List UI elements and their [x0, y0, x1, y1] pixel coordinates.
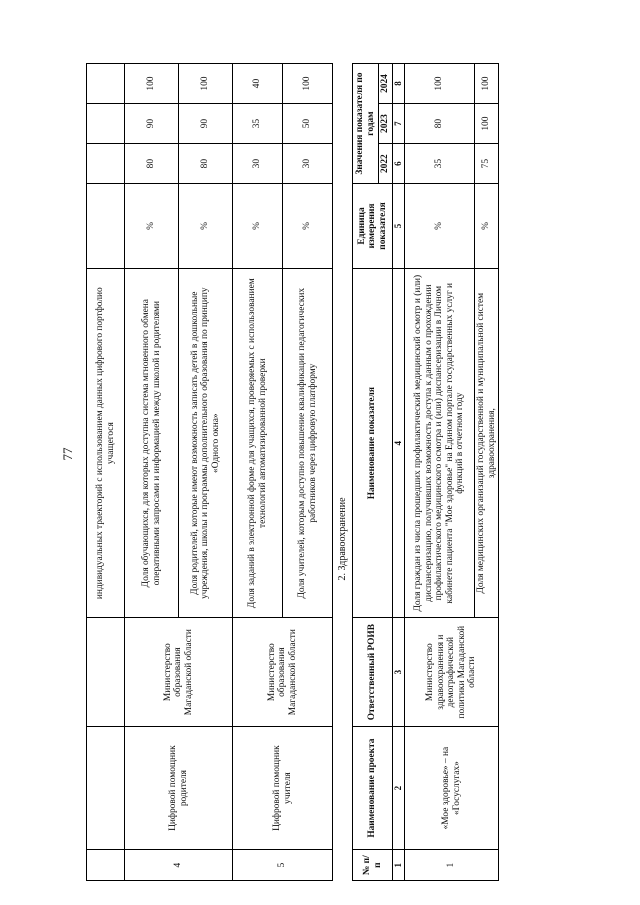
column-index: 2 — [393, 726, 405, 850]
column-index: 3 — [393, 618, 405, 726]
value-2024: 100 — [125, 64, 179, 104]
header-values-group: Значения показателя по годам — [353, 64, 379, 184]
row-number: 1 — [405, 850, 499, 881]
value-2022: 35 — [405, 144, 475, 184]
project-name: Цифровой помощник родителя — [125, 726, 233, 850]
value-2023: 80 — [405, 104, 475, 144]
value-2022: 30 — [283, 144, 333, 184]
row-number: 5 — [233, 850, 333, 881]
indicators-table — [86, 63, 499, 881]
value-2023 — [87, 104, 125, 144]
unit: % — [475, 184, 499, 269]
section-title: 2. Здравоохранение — [333, 64, 353, 881]
column-index: 6 — [393, 144, 405, 184]
unit: % — [125, 184, 179, 269]
section-row — [333, 64, 353, 881]
unit — [87, 184, 125, 269]
project-name: Цифровой помощник учителя — [233, 726, 333, 850]
row-number: 4 — [125, 850, 233, 881]
value-2023: 90 — [179, 104, 233, 144]
project-name: «Мое здоровье» – на «Госуслугах» — [405, 726, 499, 850]
value-2024: 100 — [405, 64, 475, 104]
header-indicator: Наименование показателя — [353, 268, 393, 618]
indicator-name: Доля родителей, которые имеют возможность записать детей в дошкольные учреждения, школы и программы дополнительного образования по принципу «Одного окна» — [179, 268, 233, 618]
table-row — [125, 64, 179, 881]
header-ministry: Ответственный РОИВ — [353, 618, 393, 726]
unit: % — [405, 184, 475, 269]
indicator-name: индивидуальных траекторий с использованием данных цифрового портфолио учащегося — [87, 268, 125, 618]
header-unit: Единица измерения показателя — [353, 184, 393, 269]
page-number: 77 — [60, 447, 75, 461]
unit: % — [283, 184, 333, 269]
value-2023: 100 — [475, 104, 499, 144]
header-row — [353, 64, 379, 881]
row-number — [87, 850, 125, 881]
header-project: Наименование проекта — [353, 726, 393, 850]
column-index: 5 — [393, 184, 405, 269]
rotated-page-content — [86, 63, 497, 881]
column-index: 7 — [393, 104, 405, 144]
table-row — [405, 64, 475, 881]
column-index-row — [393, 64, 405, 881]
value-2024: 100 — [179, 64, 233, 104]
value-2024: 100 — [283, 64, 333, 104]
header-num: № п/п — [353, 850, 393, 881]
value-2022: 80 — [125, 144, 179, 184]
project-name — [87, 726, 125, 850]
value-2022 — [87, 144, 125, 184]
column-index: 1 — [393, 850, 405, 881]
value-2022: 80 — [179, 144, 233, 184]
value-2022: 30 — [233, 144, 283, 184]
value-2022: 75 — [475, 144, 499, 184]
responsible-ministry: Министерство здравоохранения и демографической политики Магаданской области — [405, 618, 499, 726]
responsible-ministry — [87, 618, 125, 726]
unit: % — [179, 184, 233, 269]
indicator-name: Доля обучающихся, для которых доступна система мгновенного обмена оперативными запросами и информацией между школой и родителями — [125, 268, 179, 618]
indicator-name: Доля граждан из числа прошедших профилактический медицинский осмотр и (или) диспансеризацию, получивших возможность доступа к данным о прохождении профилактического медицинского осмотра и (или) диспансеризации в Личном кабинете пациента "Мое здоровье" на Едином портале государственных услуг и функций в отчетном году — [405, 268, 475, 618]
column-index: 4 — [393, 268, 405, 618]
indicator-name: Доля заданий в электронной форме для учащихся, проверяемых с использованием технологий автоматизированной проверки — [233, 268, 283, 618]
column-index: 8 — [393, 64, 405, 104]
value-2023: 90 — [125, 104, 179, 144]
responsible-ministry: Министерство образования Магаданской области — [233, 618, 333, 726]
table-row — [87, 64, 125, 881]
header-year-2022: 2022 — [379, 144, 393, 184]
header-year-2023: 2023 — [379, 104, 393, 144]
value-2024 — [87, 64, 125, 104]
value-2024: 40 — [233, 64, 283, 104]
responsible-ministry: Министерство образования Магаданской области — [125, 618, 233, 726]
value-2023: 50 — [283, 104, 333, 144]
header-year-2024: 2024 — [379, 64, 393, 104]
value-2023: 35 — [233, 104, 283, 144]
indicator-name: Доля медицинских организаций государственной и муниципальной систем здравоохранения, — [475, 268, 499, 618]
table-sheet — [86, 63, 497, 881]
table-row — [233, 64, 283, 881]
value-2024: 100 — [475, 64, 499, 104]
indicator-name: Доля учителей, которым доступно повышение квалификации педагогических работников через цифровую платформу — [283, 268, 333, 618]
unit: % — [233, 184, 283, 269]
